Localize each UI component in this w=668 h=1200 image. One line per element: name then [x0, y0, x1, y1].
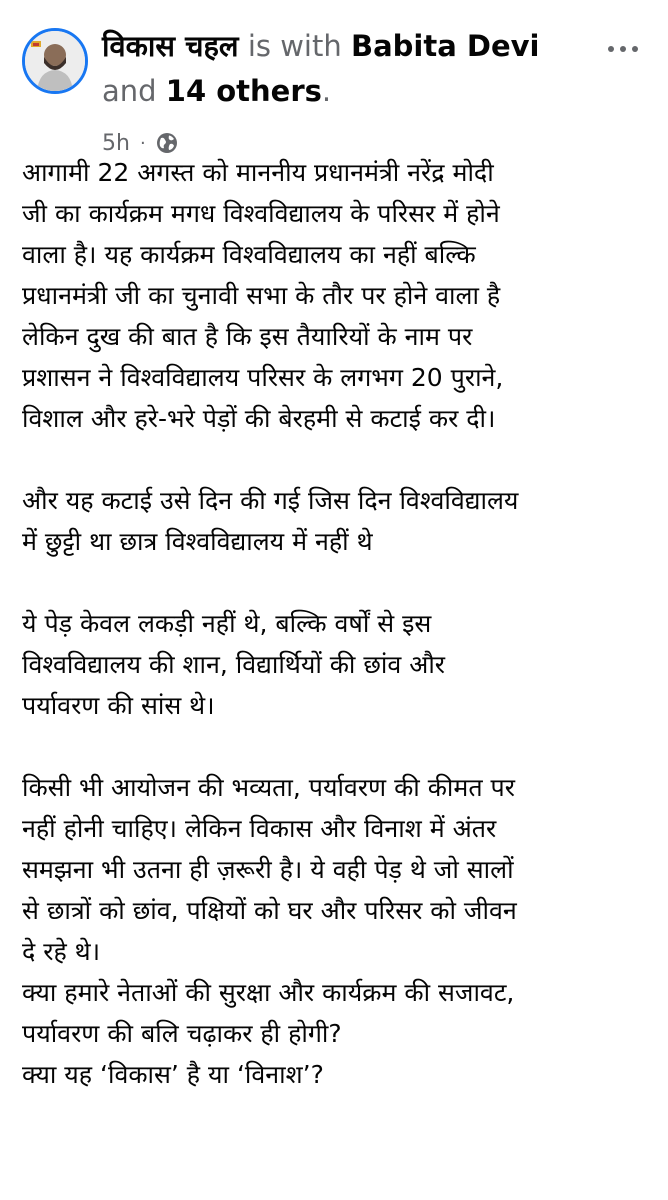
post-time[interactable]: 5h	[102, 130, 130, 156]
text-line: पर्यावरण की बलि चढ़ाकर ही होगी?	[22, 1019, 342, 1048]
more-dot	[632, 46, 638, 52]
text-line: पर्यावरण की सांस थे।	[22, 691, 215, 720]
post-header	[22, 20, 642, 156]
text-line: किसी भी आयोजन की भव्यता, पर्यावरण की कीमत पर	[22, 773, 515, 802]
more-dot	[620, 46, 626, 52]
post-paragraph-3	[22, 603, 652, 726]
text-line: में छुट्टी था छात्र विश्वविद्यालय में नहीं थे	[22, 527, 373, 556]
paragraph-gap	[22, 439, 652, 480]
text-line: वाला है। यह कार्यक्रम विश्वविद्यालय का नहीं बल्कि	[22, 240, 476, 269]
author-avatar[interactable]	[22, 28, 88, 94]
author-name[interactable]: विकास चहल	[102, 29, 239, 63]
more-dot	[608, 46, 614, 52]
tagged-person[interactable]: Babita Devi	[350, 29, 540, 63]
post-author-line	[102, 24, 622, 114]
paragraph-gap	[22, 726, 652, 767]
text-line: समझना भी उतना ही ज़रूरी है। ये वही पेड़ थे जो सालों	[22, 855, 514, 884]
text-line: प्रशासन ने विश्वविद्यालय परिसर के लगभग 20 पुराने,	[22, 363, 504, 392]
avatar-photo	[25, 31, 85, 91]
text-line: प्रधानमंत्री जी का चुनावी सभा के तौर पर होने वाला है	[22, 281, 501, 310]
more-options-icon[interactable]	[608, 38, 638, 60]
meta-separator: ·	[139, 132, 146, 154]
text-line: नहीं होनी चाहिए। लेकिन विकास और विनाश में अंतर	[22, 814, 497, 843]
text-line: दे रहे थे।	[22, 937, 101, 966]
text-line: विश्वविद्यालय की शान, विद्यार्थियों की छांव और	[22, 650, 446, 679]
and-text: and	[102, 74, 157, 108]
globe-icon	[156, 132, 178, 154]
text-line: आगामी 22 अगस्त को माननीय प्रधानमंत्री नरेंद्र मोदी	[22, 158, 494, 187]
post-body	[22, 152, 652, 1095]
post-paragraph-4	[22, 767, 652, 1095]
text-line: क्या हमारे नेताओं की सुरक्षा और कार्यक्रम की सजावट,	[22, 978, 515, 1007]
text-line: से छात्रों को छांव, पक्षियों को घर और परिसर को जीवन	[22, 896, 517, 925]
period: .	[321, 74, 332, 108]
text-line: लेकिन दुख की बात है कि इस तैयारियों के नाम पर	[22, 322, 473, 351]
with-text: is with	[247, 29, 342, 63]
paragraph-gap	[22, 562, 652, 603]
post-paragraph-2	[22, 480, 652, 562]
text-line: और यह कटाई उसे दिन की गई जिस दिन विश्वविद्यालय	[22, 486, 519, 515]
text-line: क्या यह ‘विकास’ है या ‘विनाश’?	[22, 1060, 324, 1089]
text-line: ये पेड़ केवल लकड़ी नहीं थे, बल्कि वर्षों से इस	[22, 609, 432, 638]
tagged-others-link[interactable]: 14 others	[165, 74, 322, 108]
post-paragraph-1	[22, 152, 652, 439]
text-line: विशाल और हरे-भरे पेड़ों की बेरहमी से कटाई कर दी।	[22, 404, 496, 433]
text-line: जी का कार्यक्रम मगध विश्वविद्यालय के परिसर में होने	[22, 199, 500, 228]
